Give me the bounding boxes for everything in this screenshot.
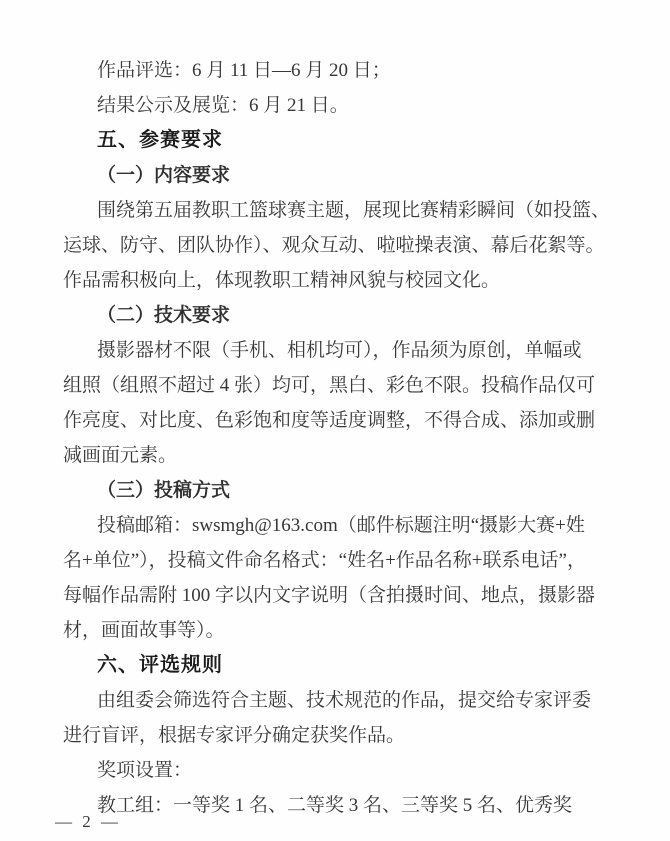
submission-method-text-line: 投稿邮箱：swsmgh@163.com（邮件标题注明“摄影大赛+姓	[97, 515, 585, 536]
page-number: — 2 —	[55, 812, 121, 831]
technical-requirements-text-line: 作亮度、对比度、色彩饱和度等适度调整，不得合成、添加或删	[63, 410, 596, 431]
document-body	[63, 53, 615, 823]
selection-rules-text-line: 由组委会筛选符合主题、技术规范的作品，提交给专家评委	[97, 690, 592, 711]
subsection-1-content-requirements-heading: （一）内容要求	[97, 165, 231, 186]
results-announcement-line: 结果公示及展览：6 月 21 日。	[97, 95, 349, 116]
content-requirements-text-line: 作品需积极向上，体现教职工精神风貌与校园文化。	[63, 270, 501, 291]
technical-requirements-text-line: 减画面元素。	[63, 445, 178, 466]
submission-method-text-line: 每幅作品需附 100 字以内文字说明（含拍摄时间、地点，摄影器	[63, 585, 596, 606]
technical-requirements-text-line: 组照（组照不超过 4 张）均可，黑白、彩色不限。投稿作品仅可	[63, 375, 596, 396]
content-requirements-text-line: 运球、防守、团队协作）、观众互动、啦啦操表演、幕后花絮等。	[63, 235, 605, 256]
content-requirements-text-line: 围绕第五届教职工篮球赛主题，展现比赛精彩瞬间（如投篮、	[97, 200, 611, 221]
awards-setup-line: 奖项设置：	[97, 760, 193, 781]
awards-teacher-group-line: 教工组：一等奖 1 名、二等奖 3 名、三等奖 5 名、优秀奖	[97, 795, 573, 816]
works-selection-date-line: 作品评选：6 月 11 日—6 月 20 日；	[97, 60, 391, 81]
submission-method-text-line: 名+单位”），投稿文件命名格式：“姓名+作品名称+联系电话”，	[63, 550, 586, 571]
subsection-2-technical-requirements-heading: （二）技术要求	[97, 305, 231, 326]
submission-method-text-line: 材，画面故事等）。	[63, 620, 225, 641]
section-5-heading-entry-requirements: 五、参赛要求	[97, 129, 223, 151]
selection-rules-text-line: 进行盲评，根据专家评分确定获奖作品。	[63, 725, 406, 746]
subsection-3-submission-method-heading: （三）投稿方式	[97, 480, 231, 501]
technical-requirements-text-line: 摄影器材不限（手机、相机均可），作品须为原创，单幅或	[97, 340, 582, 361]
section-6-heading-selection-rules: 六、评选规则	[97, 654, 223, 676]
